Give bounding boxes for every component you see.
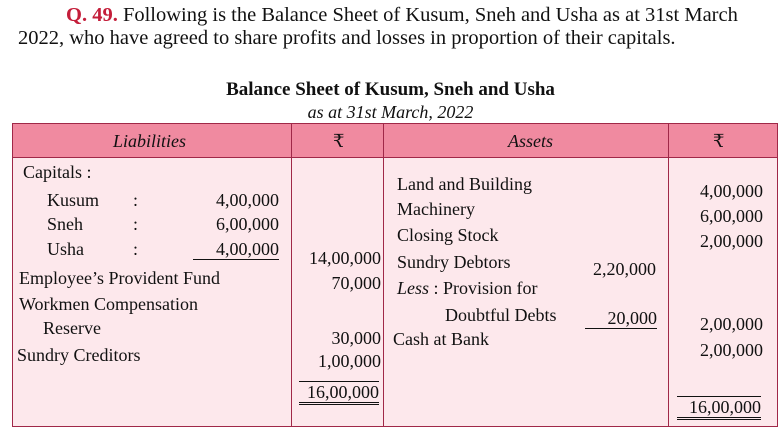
divider	[668, 124, 669, 426]
wcr-label-2: Reserve	[43, 318, 101, 338]
less-word: Less	[397, 278, 430, 298]
provision-line	[397, 278, 538, 298]
balance-sheet-table	[12, 123, 778, 427]
machinery-amount: 6,00,000	[700, 206, 763, 226]
net-debtors-amount: 2,00,000	[700, 314, 763, 334]
provision-label-2: Doubtful Debts	[445, 305, 557, 325]
partner-name: Usha	[47, 239, 84, 259]
partner-amount: 6,00,000	[216, 214, 279, 234]
debtors-label: Sundry Debtors	[397, 252, 511, 272]
capitals-label: Capitals :	[23, 162, 92, 182]
header-assets: Assets	[508, 131, 553, 151]
partner-name: Kusum	[47, 190, 100, 210]
epf-amount: 70,000	[331, 273, 381, 293]
liabilities-total: 16,00,000	[299, 381, 379, 405]
partner-sep: :	[133, 239, 139, 259]
header-amount-liabilities: ₹	[333, 131, 345, 151]
machinery-label: Machinery	[397, 199, 475, 219]
sheet-subtitle: as at 31st March, 2022	[307, 102, 474, 122]
cash-label: Cash at Bank	[393, 329, 489, 349]
partner-amount: 4,00,000	[216, 190, 279, 210]
stock-label: Closing Stock	[397, 225, 499, 245]
creditors-label: Sundry Creditors	[17, 345, 141, 365]
question-text-1: Following is the Balance Sheet of Kusum, Sneh and Usha as at 31st March	[122, 4, 738, 26]
creditors-amount: 1,00,000	[318, 351, 381, 371]
land-amount: 4,00,000	[700, 181, 763, 201]
capitals-total: 14,00,000	[309, 248, 381, 268]
debtors-amount: 2,20,000	[593, 259, 656, 279]
partner-name: Sneh	[47, 214, 83, 234]
divider	[383, 124, 384, 426]
wcr-label-1: Workmen Compensation	[19, 294, 199, 314]
question-line-1	[66, 4, 738, 27]
header-liabilities: Liabilities	[113, 131, 187, 151]
partner-sep: :	[133, 190, 139, 210]
question-number: Q. 49.	[66, 4, 118, 26]
question-line-2: 2022, who have agreed to share profits and losses in proportion of their capitals.	[18, 27, 676, 49]
divider	[291, 124, 292, 426]
provision-label: : Provision for	[433, 278, 538, 298]
cash-amount: 2,00,000	[700, 340, 763, 360]
sheet-title: Balance Sheet of Kusum, Sneh and Usha	[226, 79, 555, 100]
epf-label: Employee’s Provident Fund	[19, 268, 220, 288]
stock-amount: 2,00,000	[700, 231, 763, 251]
partner-amount: 4,00,000	[193, 239, 279, 260]
assets-total: 16,00,000	[677, 396, 761, 420]
partner-sep: :	[133, 214, 139, 234]
land-label: Land and Building	[397, 174, 532, 194]
wcr-amount: 30,000	[331, 328, 381, 348]
provision-amount: 20,000	[585, 308, 657, 329]
header-amount-assets: ₹	[713, 131, 725, 151]
